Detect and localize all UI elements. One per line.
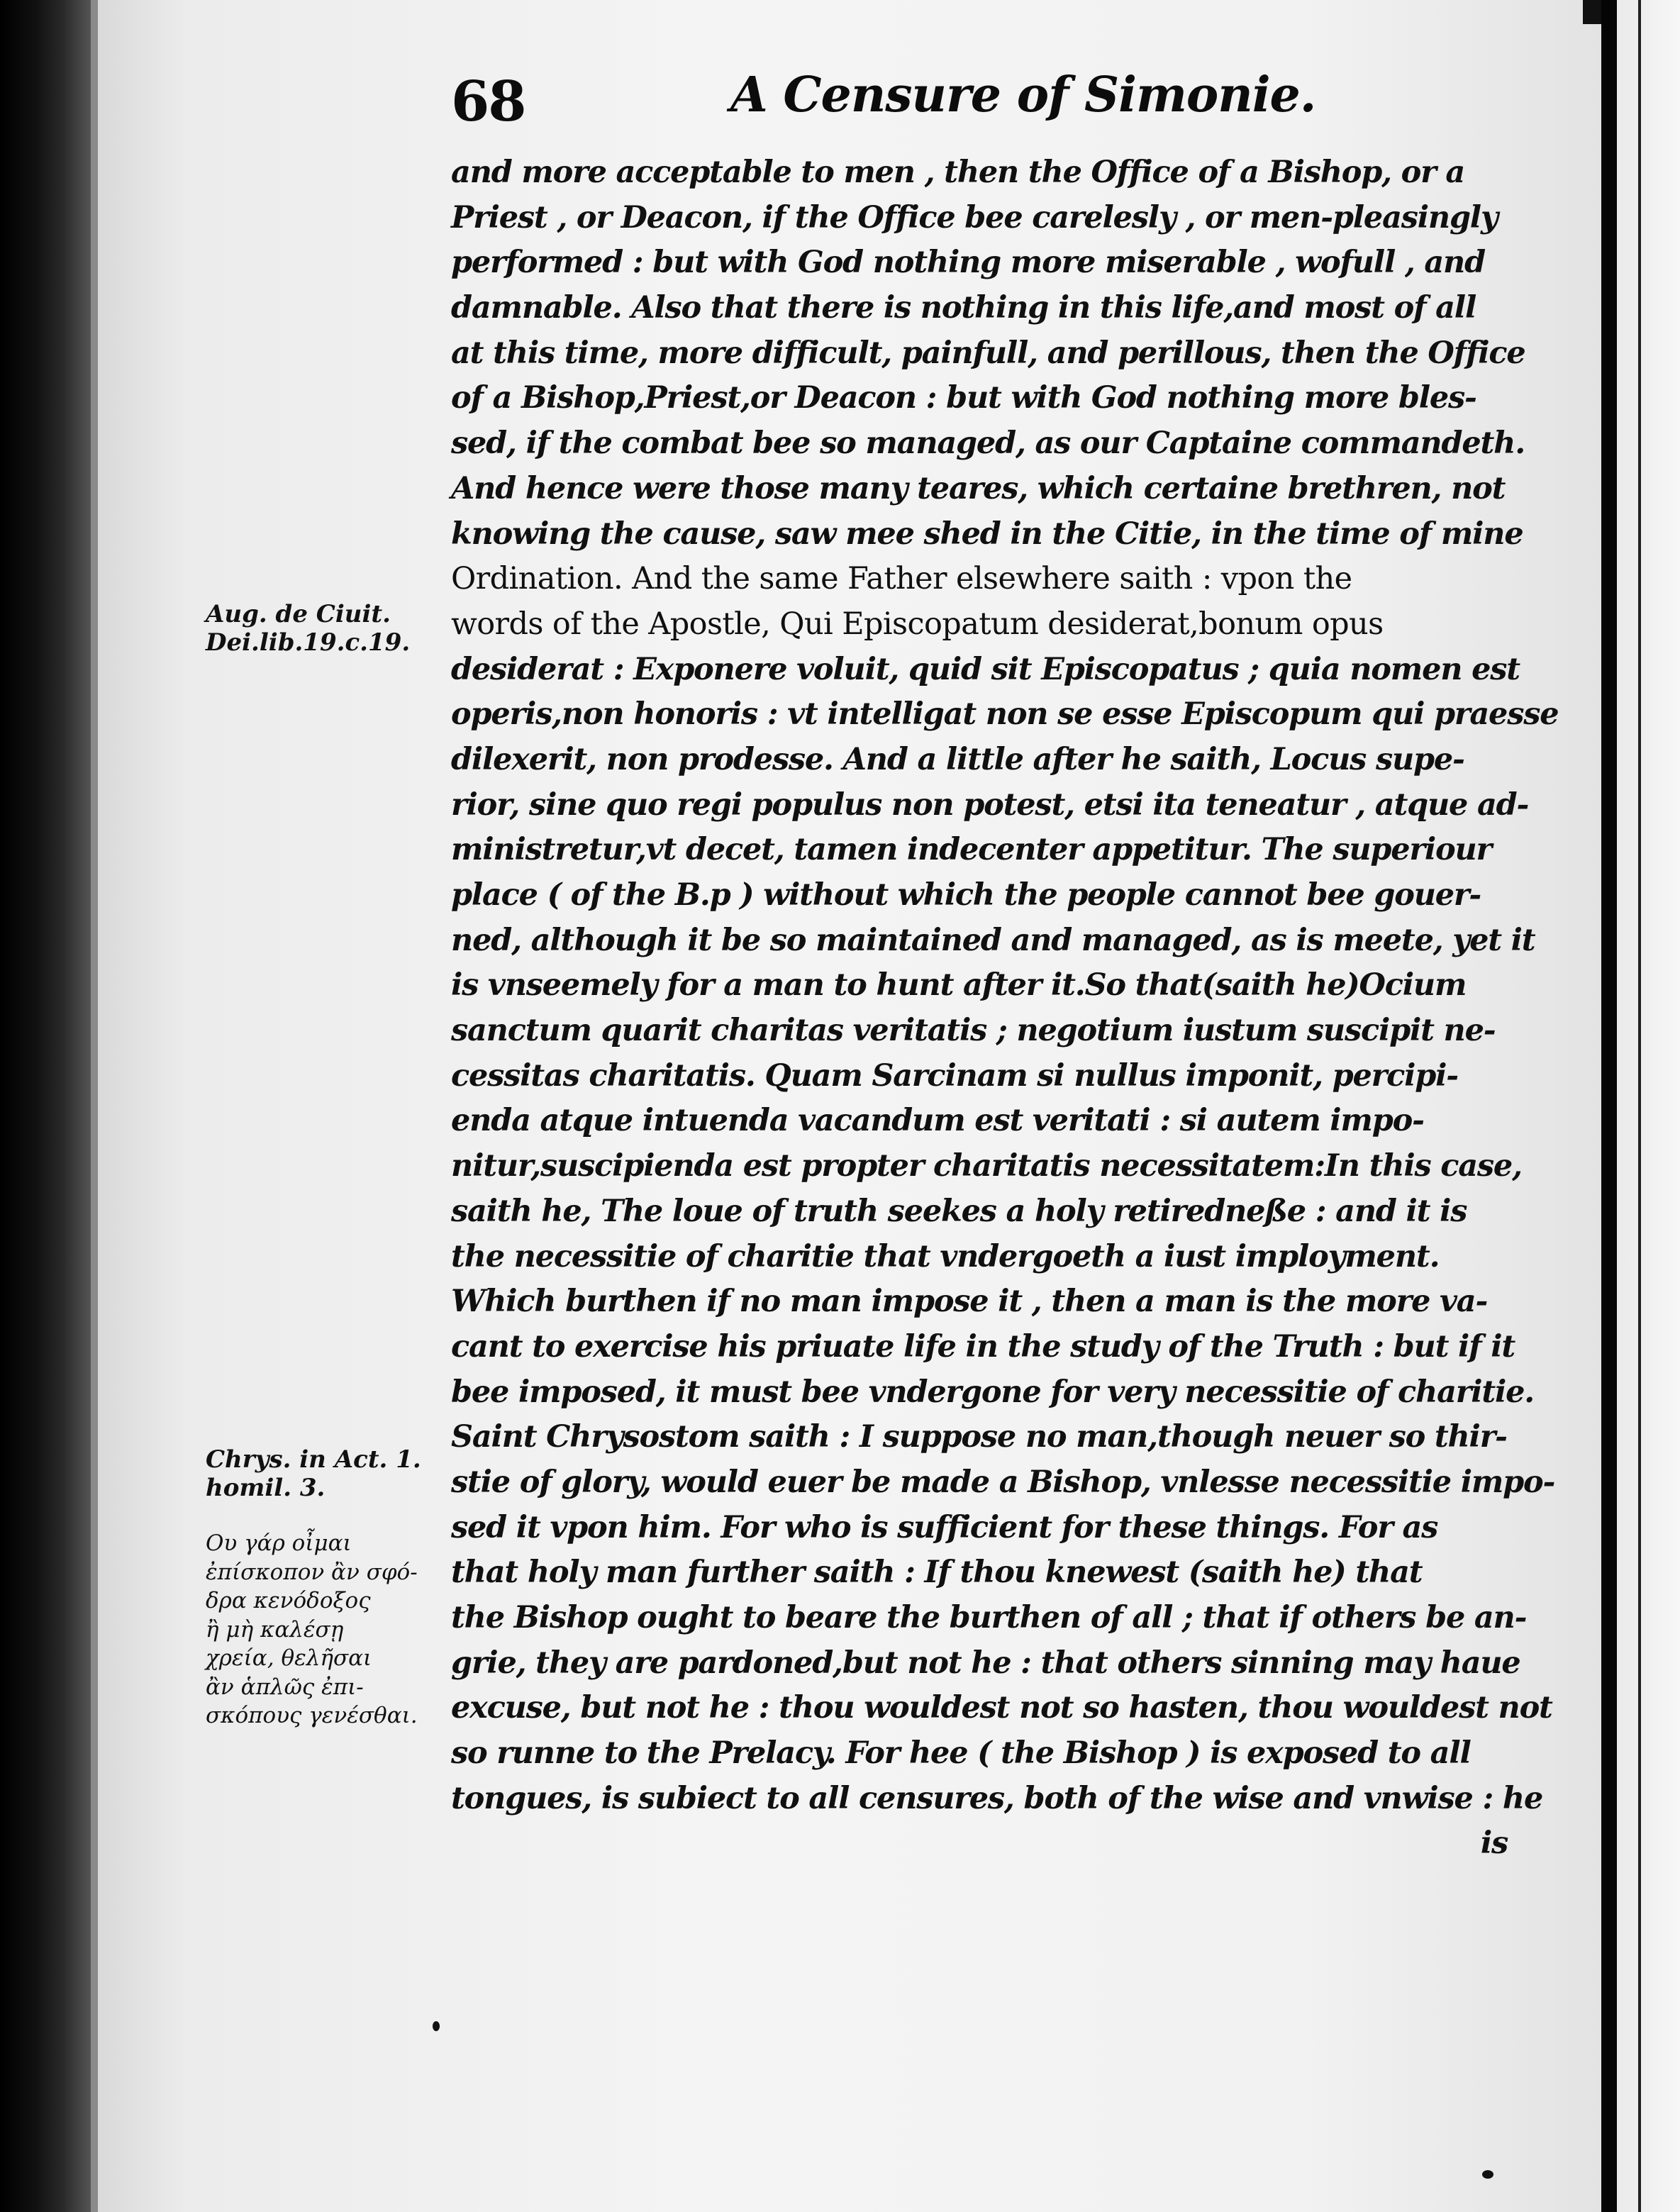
text-line: desiderat : Exponere voluit, quid sit Episcopatus ; quia nomen est: [451, 651, 1520, 687]
greek-line: ἐπίσκοπον ἂν σφό-: [206, 1559, 418, 1585]
scan-corner-mark: [1583, 0, 1601, 24]
text-line: Which burthen if no man impose it , then a man is the more va-: [451, 1284, 1488, 1320]
facing-page-edge: [1617, 0, 1680, 2212]
page-gutter-right: [1601, 0, 1617, 2212]
text-line: the Bishop ought to beare the burthen of all ; that if others be an-: [451, 1600, 1527, 1635]
text-line: excuse, but not he : thou wouldest not so hasten, thou wouldest not: [451, 1690, 1552, 1726]
text-line: tongues, is subiect to all censures, both of the wise and vnwise : he: [451, 1780, 1543, 1816]
margin-note-augustine: [206, 600, 410, 657]
facing-page-rule: [1638, 0, 1641, 2212]
text-line: bee imposed, it must bee vndergone for very necessitie of charitie.: [451, 1374, 1535, 1410]
text-line: damnable. Also that there is nothing in this life,and most of all: [451, 290, 1476, 326]
text-line: of a Bishop,Priest,or Deacon : but with God nothing more bles-: [451, 380, 1476, 416]
text-line: Priest , or Deacon, if the Office bee carelesly , or men-pleasingly: [451, 199, 1498, 235]
margin-note-line: homil. 3.: [206, 1474, 326, 1502]
text-line: sed it vpon him. For who is sufficient for these things. For as: [451, 1509, 1438, 1545]
text-line: words of the Apostle, Qui Episcopatum desiderat,bonum opus: [451, 606, 1384, 642]
text-line: at this time, more difficult, painfull, and perillous, then the Office: [451, 335, 1525, 371]
text-line: so runne to the Prelacy. For hee ( the Bishop ) is exposed to all: [451, 1735, 1471, 1772]
ink-smudge: [433, 2021, 440, 2031]
text-line: place ( of the B.p ) without which the people cannot bee gouer-: [451, 877, 1481, 913]
text-line: saith he, The loue of truth seekes a holy retiredneße : and it is: [451, 1193, 1467, 1229]
catchword: is: [1480, 1825, 1508, 1862]
text-line: And hence were those many teares, which certaine brethren, not: [451, 470, 1506, 506]
margin-note-chrysostom: [206, 1445, 421, 1502]
text-line: operis,non honoris : vt intelligat non se esse Episcopum qui praesse: [451, 696, 1559, 733]
margin-note-line: Aug. de Ciuit.: [206, 600, 391, 628]
page-edge: [91, 0, 98, 2212]
body-text: [451, 150, 1559, 1867]
text-line: the necessitie of charitie that vndergoeth a iust imployment.: [451, 1238, 1440, 1274]
greek-line: ἂν ἁπλῶς ἐπι-: [206, 1674, 364, 1700]
book-spine-shadow: [0, 0, 91, 2212]
text-line: sed, if the combat bee so managed, as our Captaine commandeth.: [451, 426, 1525, 462]
greek-line: σκόπους γενέσθαι.: [206, 1703, 418, 1728]
text-line: dilexerit, non prodesse. And a little after he saith, Locus supe-: [451, 741, 1464, 777]
text-line: ned, although it be so maintained and managed, as is meete, yet it: [451, 922, 1535, 958]
page-number: 68: [451, 70, 525, 134]
greek-line: Ου γάρ οἶμαι: [206, 1530, 352, 1556]
running-title: A Censure of Simonie.: [730, 67, 1316, 123]
text-line: grie, they are pardoned,but not he : that others sinning may haue: [451, 1645, 1520, 1681]
greek-line: ἢ μὴ καλέσῃ: [206, 1616, 344, 1643]
text-line: nitur,suscipienda est propter charitatis necessitatem:In this case,: [451, 1148, 1522, 1184]
margin-note-line: Chrys. in Act. 1.: [206, 1445, 421, 1474]
text-line: cessitas charitatis. Quam Sarcinam si nullus imponit, percipi-: [451, 1057, 1458, 1094]
text-line: performed : but with God nothing more miserable , wofull , and: [451, 245, 1485, 281]
text-line: and more acceptable to men , then the Office of a Bishop, or a: [451, 155, 1465, 190]
greek-line: χρεία, θελῆσαι: [206, 1645, 372, 1671]
text-line: Ordination. And the same Father elsewhere saith : vpon the: [451, 561, 1352, 597]
margin-note-line: Dei.lib.19.c.19.: [206, 628, 411, 657]
text-line: enda atque intuenda vacandum est veritati : si autem impo-: [451, 1103, 1424, 1139]
text-line: Saint Chrysostom saith : I suppose no man,though neuer so thir-: [451, 1419, 1507, 1455]
text-line: stie of glory, would euer be made a Bishop, vnlesse necessitie impo-: [451, 1464, 1555, 1500]
text-line: rior, sine quo regi populus non potest, etsi ita teneatur , atque ad-: [451, 787, 1529, 823]
text-line: that holy man further saith : If thou knewest (saith he) that: [451, 1555, 1423, 1591]
text-line: is vnseemely for a man to hunt after it.So that(saith he)Ocium: [451, 967, 1467, 1004]
text-line: cant to exercise his priuate life in the study of the Truth : but if it: [451, 1328, 1515, 1365]
ink-smudge: [1482, 2170, 1493, 2179]
margin-note-greek: [206, 1529, 418, 1730]
text-line: sanctum quarit charitas veritatis ; negotium iustum suscipit ne-: [451, 1013, 1496, 1049]
text-line: ministretur,vt decet, tamen indecenter appetitur. The superiour: [451, 832, 1492, 868]
text-line: knowing the cause, saw mee shed in the Citie, in the time of mine: [451, 516, 1523, 552]
greek-line: δρα κενόδοξος: [206, 1588, 371, 1613]
